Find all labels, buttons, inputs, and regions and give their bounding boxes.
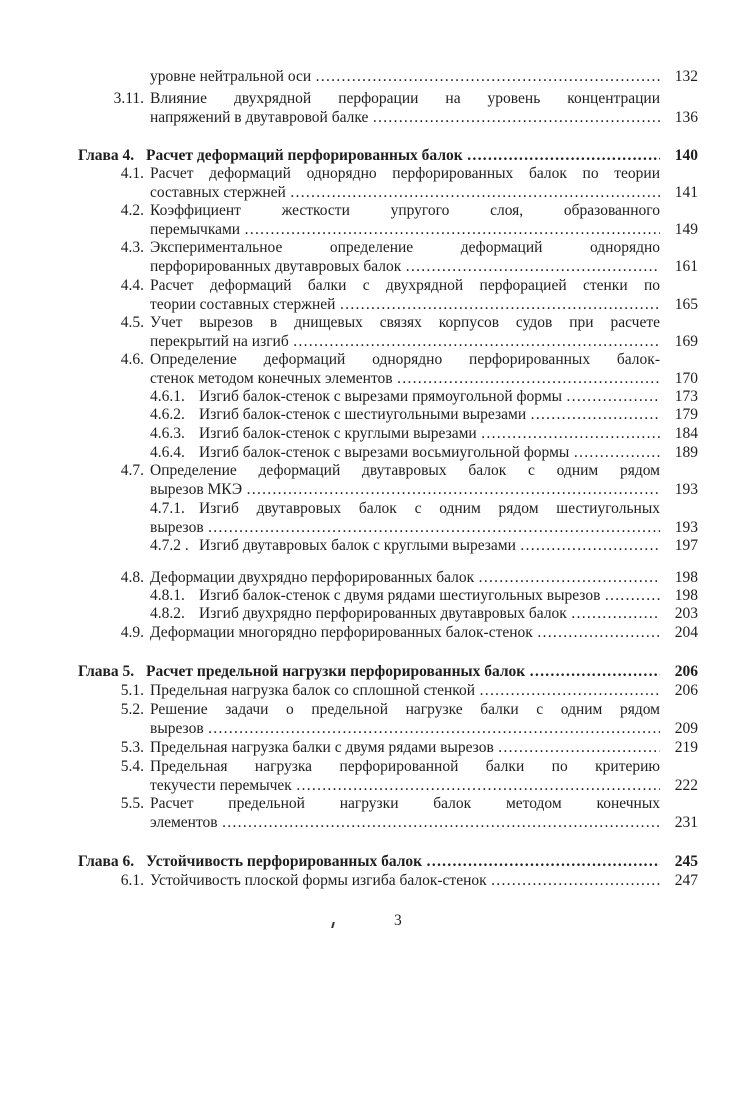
toc-entry-number: 4.8.2. [150,605,185,622]
toc-entry-line [0,67,733,86]
toc-entry-line [0,586,733,605]
toc-entry-number: 5.3. [120,739,144,756]
toc-entry-title: Изгиб балок-стенок с вырезами прямоугольной формы ……………………………………………………………………………………………………………………………………………………… [199,387,660,406]
toc-page-number: 141 [674,183,698,201]
toc-entry-title: Изгиб балок-стенок с шестиугольными вырезами ……………………………………………………………………………………………………………………………………………………… [199,405,660,424]
toc-entry-line [0,238,733,257]
toc-entry-title: Изгиб двутавровых балок с одним рядом шестиугольных [199,500,660,517]
toc-entry-title: текучести перемычек ……………………………………………………………………………………………………………………………………………………… [150,776,660,795]
scan-speck [331,922,335,928]
toc-entry-number: 4.1. [120,165,144,182]
toc-page-number: 193 [674,518,698,536]
toc-entry-title: перекрытий на изгиб ……………………………………………………………………………………………………………………………………………………… [150,332,660,351]
toc-entry-title: Деформации двухрядно перфорированных балок ……………………………………………………………………………………………………………………………………………………… [150,568,660,587]
toc-entry-title: Деформации многорядно перфорированных балок-стенок ……………………………………………………………………………………………………………………………………………………… [150,623,660,642]
toc-entry-line [0,405,733,424]
toc-entry-title: составных стержней ……………………………………………………………………………………………………………………………………………………… [150,183,660,202]
toc-entry-number: Глава 4. [78,147,135,164]
toc-entry-line [0,276,733,295]
toc-page-number: 189 [674,444,698,461]
toc-entry-line [0,499,733,518]
toc-page-number: 247 [674,872,698,889]
toc-entry-title: Изгиб двухрядно перфорированных двутавровых балок ……………………………………………………………………………………………………………………………………………………… [199,604,660,623]
toc-entry-line [0,700,733,719]
toc-page-number: 179 [674,406,698,423]
toc-entry-title: Устойчивость перфорированных балок ……………………………………………………………………………………………………………………………………………………… [146,852,660,871]
toc-entry-number: 4.6. [120,351,144,368]
toc-entry-number: 4.6.3. [150,425,185,442]
toc-entry-line [0,220,733,239]
toc-entry-line [0,369,733,388]
toc-entry-line [0,568,733,587]
toc-entry-title: Устойчивость плоской формы изгиба балок-стенок ……………………………………………………………………………………………………………………………………………………… [150,871,660,890]
toc-page-number: 161 [674,257,698,275]
toc-entry-number: 4.9. [120,624,144,641]
toc-entry-number: 4.5. [120,314,144,331]
toc-entry-title: стенок методом конечных элементов ……………………………………………………………………………………………………………………………………………………… [150,369,660,388]
toc-entry-title: Учет вырезов в днищевых связях корпусов судов при расчете [150,314,660,331]
toc-entry-title: Коэффициент жесткости упругого слоя, образованного [150,202,660,219]
toc-entry-number: 5.2. [120,701,144,718]
toc-entry-line [0,387,733,406]
toc-entry-number: 4.3. [120,239,144,256]
toc-entry-title: перфорированных двутавровых балок ……………………………………………………………………………………………………………………………………………………… [150,257,660,276]
toc-entry-title: вырезов ……………………………………………………………………………………………………………………………………………………… [150,719,660,738]
toc-page-number: 173 [674,388,698,405]
toc-entry-number: Глава 5. [78,663,135,680]
toc-entry-number: 4.6.2. [150,406,185,423]
toc-entry-line [0,461,733,480]
toc-page-number: 206 [674,663,698,680]
toc-entry-title: Изгиб балок-стенок с круглыми вырезами ……………………………………………………………………………………………………………………………………………………… [199,424,660,443]
toc-entry-line [0,295,733,314]
toc-page-number: 203 [674,605,698,622]
toc-entry-line [0,480,733,499]
toc-entry-title: Решение задачи о предельной нагрузке балки с одним рядом [150,701,660,718]
toc-page-number: 165 [674,295,698,313]
toc-entry-line [0,776,733,795]
toc-entry-line [0,757,733,776]
toc-entry-title: Изгиб двутавровых балок с круглыми вырезами ……………………………………………………………………………………………………………………………………………………… [199,536,660,555]
toc-page-number: 198 [674,587,698,604]
toc-page-number: 132 [674,68,698,85]
toc-entry-number: 6.1. [120,872,144,889]
toc-page-number: 245 [674,853,698,870]
toc-entry-number: 4.6.1. [150,388,185,405]
toc-page-number: 231 [674,813,698,831]
toc-entry-line [0,719,733,738]
toc-page-number: 169 [674,332,698,350]
toc-entry-title: Определение деформаций двутавровых балок с одним рядом [150,462,660,479]
toc-entry-title: перемычками ……………………………………………………………………………………………………………………………………………………… [150,220,660,239]
toc-entry-title: Влияние двухрядной перфорации на уровень концентрации [150,90,660,107]
toc-page-number: 149 [674,220,698,238]
toc-entry-title: Определение деформаций однорядно перфорированных балок- [150,351,660,368]
toc-page-number: 170 [674,369,698,387]
toc-entry-title: Предельная нагрузка перфорированной балки по критерию [150,758,660,775]
toc-page-number: 197 [674,537,698,554]
toc-entry-title: уровне нейтральной оси ……………………………………………………………………………………………………………………………………………………… [150,67,660,86]
toc-entry-title: Расчет предельной нагрузки перфорированных балок ……………………………………………………………………………………………………………………………………………………… [146,662,660,681]
toc-entry-line [0,146,733,165]
toc-entry-line [0,871,733,890]
toc-entry-line [0,623,733,642]
toc-entry-title: вырезов МКЭ ……………………………………………………………………………………………………………………………………………………… [150,480,660,499]
toc-entry-line [0,257,733,276]
toc-entry-title: Расчет деформаций однорядно перфорированных балок по теории [150,165,660,182]
toc-entry-line [0,89,733,108]
toc-entry-title: Расчет деформаций балки с двухрядной перфорацией стенки по [150,277,660,294]
toc-entry-number: 4.7. [120,462,144,479]
toc-entry-title: Предельная нагрузка балки с двумя рядами вырезов ……………………………………………………………………………………………………………………………………………………… [150,738,660,757]
toc-entry-number: 5.1. [120,682,144,699]
toc-entry-number: 4.6.4. [150,444,185,461]
toc-entry-number: 4.8. [120,569,144,586]
toc-entry-title: Изгиб балок-стенок с двумя рядами шестиугольных вырезов ……………………………………………………………………………………………………………………………………………………… [199,586,660,605]
toc-entry-line [0,332,733,351]
toc-entry-line [0,662,733,681]
toc-entry-title: Предельная нагрузка балок со сплошной стенкой ……………………………………………………………………………………………………………………………………………………… [150,681,660,700]
toc-entry-title: вырезов ……………………………………………………………………………………………………………………………………………………… [150,518,660,537]
toc-entry-line [0,164,733,183]
toc-entry-line [0,313,733,332]
toc-entry-title: напряжений в двутавровой балке ……………………………………………………………………………………………………………………………………………………… [150,108,660,127]
toc-page-number: 193 [674,480,698,498]
toc-entry-line [0,201,733,220]
toc-page-number: 209 [674,719,698,737]
toc-entry-number: 3.11. [113,90,144,107]
toc-entry-title: Расчет деформаций перфорированных балок ……………………………………………………………………………………………………………………………………………………… [146,146,660,165]
toc-entry-title: Расчет предельной нагрузки балок методом конечных [150,795,660,812]
toc-entry-line [0,518,733,537]
toc-entry-line [0,794,733,813]
toc-entry-line [0,350,733,369]
toc-entry-line [0,443,733,462]
toc-page-number: 206 [674,682,698,699]
toc-entry-line [0,536,733,555]
toc-entry-line [0,813,733,832]
toc-entry-line [0,183,733,202]
toc-entry-number: 4.7.1. [150,500,185,517]
toc-entry-line [0,681,733,700]
toc-entry-number: 4.4. [120,277,144,294]
toc-page-number: 140 [674,147,698,164]
toc-entry-title: Экспериментальное определение деформаций однорядно [150,239,660,256]
toc-page-number: 184 [674,425,698,442]
toc-entry-number: 4.7.2 . [150,537,189,554]
toc-entry-number: 5.5. [120,795,144,812]
toc-entry-title: теории составных стержней ……………………………………………………………………………………………………………………………………………………… [150,295,660,314]
toc-entry-number: 4.8.1. [150,587,185,604]
toc-entry-line [0,604,733,623]
toc-entry-line [0,108,733,127]
toc-entry-number: 5.4. [120,758,144,775]
toc-entry-title: Изгиб балок-стенок с вырезами восьмиугольной формы ……………………………………………………………………………………………………………………………………………………… [199,443,660,462]
toc-page-number: 136 [674,108,698,126]
toc-entry-line [0,424,733,443]
toc-entry-line [0,738,733,757]
toc-page-number: 198 [674,569,698,586]
toc-entry-title: элементов ……………………………………………………………………………………………………………………………………………………… [150,813,660,832]
toc-entry-number: 4.2. [120,202,144,219]
toc-entry-line [0,852,733,871]
page-number: 3 [394,912,402,929]
toc-page-number: 222 [674,776,698,794]
toc-page-number: 219 [674,739,698,756]
toc-page-number: 204 [674,624,698,641]
toc-entry-number: Глава 6. [78,853,135,870]
